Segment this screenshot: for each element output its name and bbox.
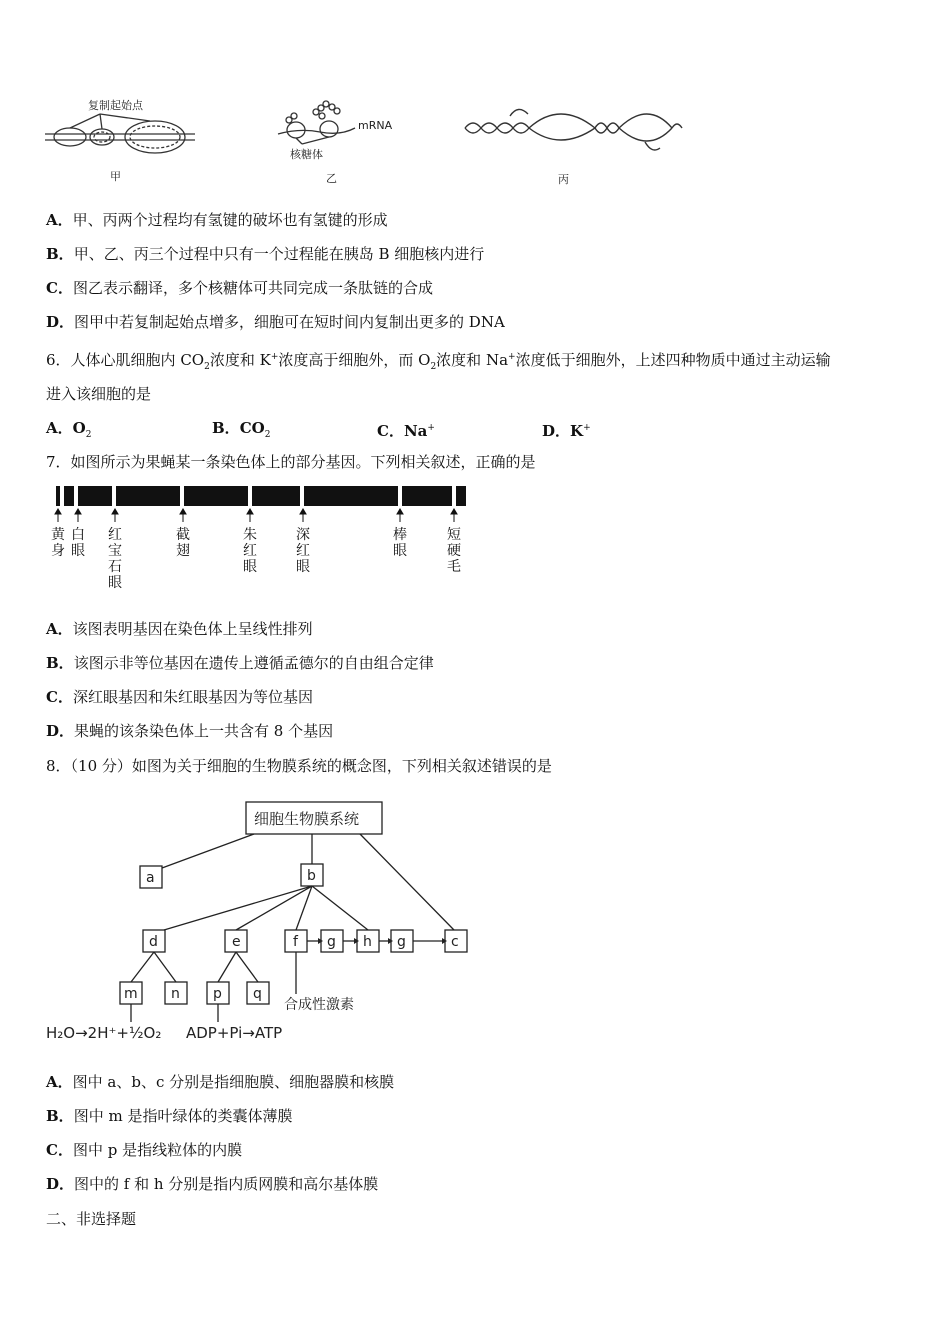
option-label: C． [46,279,73,297]
option-label: A． [46,620,73,638]
q7-option-a [46,619,313,639]
stem-part: 浓度高于细胞外，而 O [278,351,431,369]
stem-part: 浓度和 Na [436,351,509,369]
q5-option-b [46,244,484,264]
option-label: D． [46,313,75,331]
q8-option-d [46,1174,378,1194]
option-label: C． [377,422,404,440]
subscript: 2 [264,430,271,440]
subscript: 2 [204,362,210,372]
q8-option-a [46,1072,394,1092]
option-label: B． [46,654,74,672]
option-label: C． [46,688,73,706]
q6-option-b [212,418,270,445]
gene-label-7: 短硬毛 [447,527,461,575]
option-label: A． [46,211,73,229]
q7-option-c [46,687,313,707]
question-number: 6． [46,351,71,369]
option-text: 图中 a、b、c 分别是指细胞膜、细胞器膜和核膜 [72,1073,395,1091]
option-text: 该图表明基因在染色体上呈线性排列 [72,620,313,638]
option-label: B． [212,419,240,437]
option-label: C． [46,1141,73,1159]
option-text: Na [403,422,428,440]
hormone-label: 合成性激素 [284,997,354,1013]
q8-stem: 8．（10 分）如图为关于细胞的生物膜系统的概念图，下列相关叙述错误的是 [46,757,552,775]
node-f: f [293,934,298,950]
option-text: 图乙表示翻译，多个核糖体可共同完成一条肽链的合成 [72,279,433,297]
q8-option-c [46,1140,242,1160]
node-h: h [363,934,372,950]
gene-label-0: 黄身 [51,527,65,559]
gene-label-4: 朱红眼 [243,527,257,575]
option-text: 图甲中若复制起始点增多，细胞可在短时间内复制出更多的 DNA [74,313,505,331]
stem-part: 人体心肌细胞内 CO [70,351,205,369]
q5-option-c [46,278,433,298]
option-label: D． [46,722,75,740]
fig-yi-ribosome-label: 核糖体 [290,148,323,161]
node-e: e [232,934,241,950]
fig-yi-mrna-label: mRNA [358,119,393,132]
q5-option-a [46,210,388,230]
node-b: b [307,868,316,884]
fig-yi-translation-diagram [278,101,355,144]
superscript: + [583,423,591,433]
node-g2: g [397,934,406,950]
fig-jia-caption: 甲 [110,170,121,183]
option-text: K [570,422,584,440]
fig-jia-origin-label: 复制起始点 [88,99,143,112]
node-q: q [253,986,262,1002]
option-label: B． [46,245,74,263]
stem-part: 浓度和 K [209,351,271,369]
q6-stem-line2: 进入该细胞的是 [46,385,152,403]
concept-root: 细胞生物膜系统 [254,810,360,828]
fig-yi-caption: 乙 [326,172,337,185]
gene-label-6: 棒眼 [393,527,407,559]
section-heading-nonchoice: 二、非选择题 [46,1210,137,1228]
q7-option-d [46,721,333,741]
q8-concept-map [44,796,484,1052]
subscript: 2 [85,430,92,440]
fig-bing-transcription-diagram [465,109,682,150]
node-c: c [451,934,459,950]
q7-option-b [46,653,434,673]
node-n: n [171,986,180,1002]
option-text: 该图示非等位基因在遗传上遵循孟德尔的自由组合定律 [73,654,434,672]
node-a: a [146,870,155,886]
q5-figure [40,92,690,192]
node-p: p [213,986,222,1002]
superscript: + [427,423,435,433]
option-label: D． [46,1175,75,1193]
subscript: 2 [430,362,437,372]
equation-water-split: H₂O→2H⁺+½O₂ [46,1024,162,1042]
option-text: CO [239,419,265,437]
node-g: g [327,934,336,950]
fig-bing-caption: 丙 [558,173,569,186]
q6-option-c [377,418,435,441]
q7-stem: 7．如图所示为果蝇某一条染色体上的部分基因。下列相关叙述，正确的是 [46,453,536,471]
node-d: d [149,934,158,950]
option-label: B． [46,1107,74,1125]
equation-atp-synthesis: ADP+Pi→ATP [186,1024,283,1042]
stem-part: 浓度低于细胞外，上述四种物质中通过主动运输 [515,351,831,369]
option-text: O [72,419,86,437]
option-text: 果蝇的该条染色体上一共含有 8 个基因 [74,722,334,740]
fig-jia-replication-diagram [45,114,195,153]
superscript: + [508,352,516,362]
q8-option-b [46,1106,292,1126]
q5-option-d [46,312,505,332]
option-text: 甲、丙两个过程均有氢键的破坏也有氢键的形成 [72,211,388,229]
node-m: m [124,986,138,1002]
option-text: 图中 p 是指线粒体的内膜 [72,1141,243,1159]
option-label: A． [46,419,73,437]
option-text: 图中的 f 和 h 分别是指内质网膜和高尔基体膜 [74,1175,379,1193]
q6-option-a [46,418,91,445]
option-text: 图中 m 是指叶绿体的类囊体薄膜 [73,1107,293,1125]
q6-stem [46,347,831,377]
option-label: A． [46,1073,73,1091]
option-text: 深红眼基因和朱红眼基因为等位基因 [72,688,313,706]
q6-option-d [542,418,591,441]
gene-label-1: 白眼 [71,527,85,559]
option-text: 甲、乙、丙三个过程中只有一个过程能在胰岛 B 细胞核内进行 [73,245,485,263]
superscript: + [270,352,279,362]
gene-label-3: 截翅 [176,527,190,559]
gene-label-5: 深红眼 [296,527,310,575]
gene-label-2: 红宝石眼 [108,527,122,591]
chromosome-bar [56,486,466,506]
option-label: D． [542,422,571,440]
